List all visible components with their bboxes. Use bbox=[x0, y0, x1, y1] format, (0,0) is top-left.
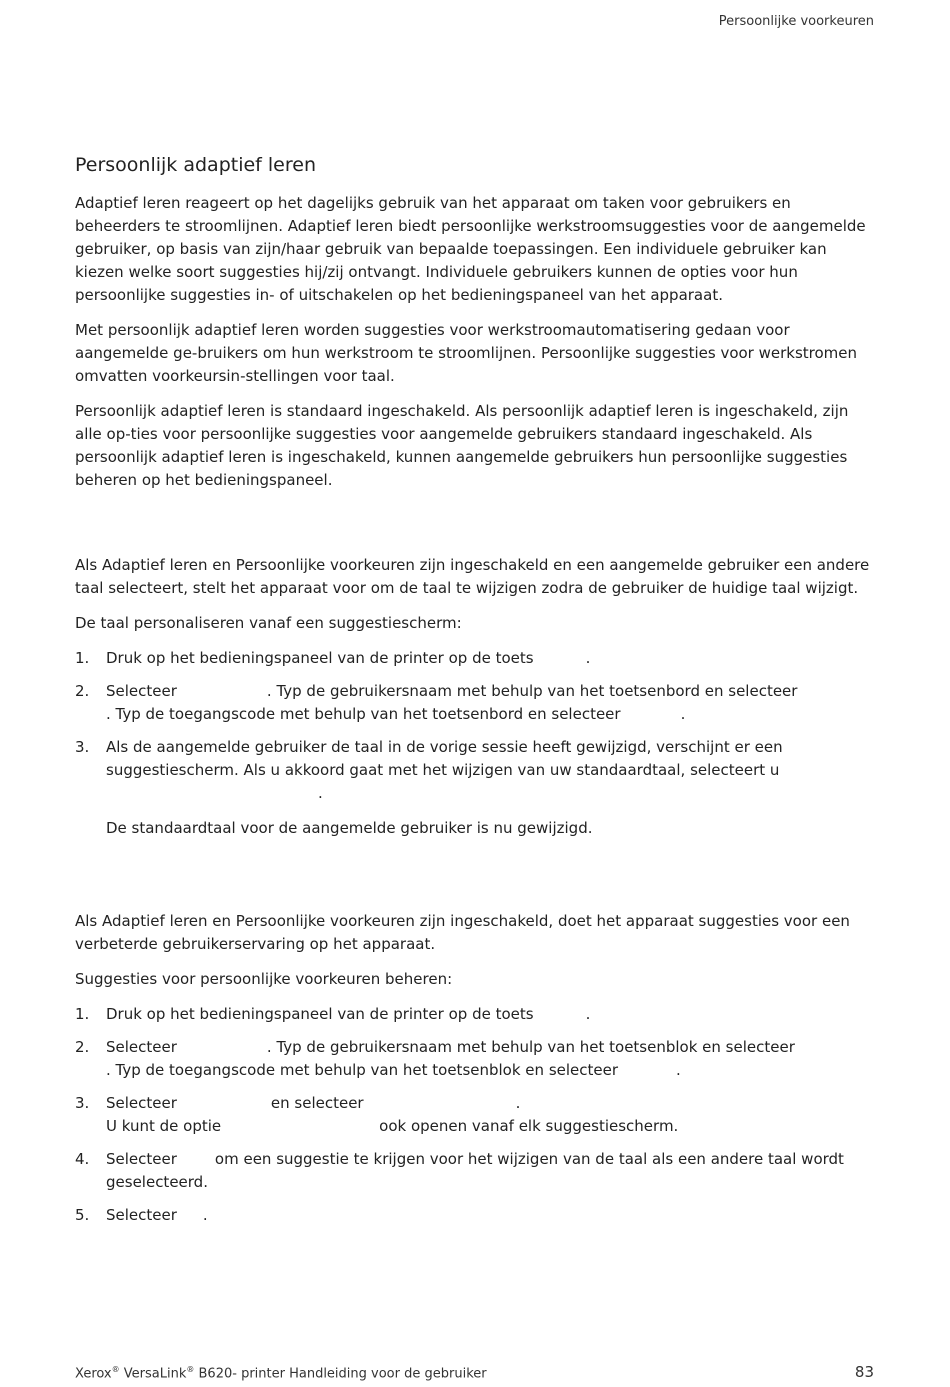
running-header: Persoonlijke voorkeuren bbox=[718, 14, 874, 29]
paragraph: Als Adaptief leren en Persoonlijke voorkeuren zijn ingeschakeld en een aangemelde gebruiker een andere taal selecteert, stelt het apparaat voor om de taal te wijzigen zodra de gebruiker de huidige taal wijzigt. bbox=[75, 556, 870, 597]
step-result: De standaardtaal voor de aangemelde gebruiker is nu gewijzigd. bbox=[106, 819, 593, 837]
procedure-lead: De taal personaliseren vanaf een suggestiescherm: bbox=[75, 614, 462, 632]
procedure-list bbox=[75, 647, 875, 805]
section-title: Persoonlijk adaptief leren bbox=[75, 154, 316, 176]
paragraph: Met persoonlijk adaptief leren worden suggesties voor werkstroomautomatisering gedaan voor aangemelde ge-bruikers om hun werkstroom te stroomlijnen. Persoonlijke suggesties voor werkstromen omvatten voorkeursin-stellingen voor taal. bbox=[75, 321, 858, 385]
list-item: 3. Als de aangemelde gebruiker de taal in de vorige sessie heeft gewijzigd, verschijnt er een suggestiescherm. Als u akkoord gaat met het wijzigen van uw standaardtaal, selecteert u. bbox=[75, 738, 783, 802]
list-item: 1. Druk op het bedieningspaneel van de printer op de toets . bbox=[75, 1005, 591, 1023]
procedure-list bbox=[75, 1003, 875, 1227]
list-item: 4. Selecteer om een suggestie te krijgen voor het wijzigen van de taal als een andere taal wordt geselecteerd. bbox=[75, 1150, 844, 1191]
procedure-lead: Suggesties voor persoonlijke voorkeuren beheren: bbox=[75, 970, 453, 988]
list-item: 2. Selecteer . Typ de gebruikersnaam met behulp van het toetsenbord en selecteer. Typ de toegangscode met behulp van het toetsenbord en selecteer . bbox=[75, 682, 798, 723]
list-item: 1. Druk op het bedieningspaneel van de printer op de toets . bbox=[75, 649, 591, 667]
paragraph: Als Adaptief leren en Persoonlijke voorkeuren zijn ingeschakeld, doet het apparaat suggesties voor een verbeterde gebruikerservaring op het apparaat. bbox=[75, 912, 850, 953]
list-item: 2. Selecteer . Typ de gebruikersnaam met behulp van het toetsenblok en selecteer. Typ de toegangscode met behulp van het toetsenblok en selecteer . bbox=[75, 1038, 795, 1079]
page-number: 83 bbox=[854, 1363, 874, 1381]
paragraph: Persoonlijk adaptief leren is standaard ingeschakeld. Als persoonlijk adaptief leren is ingeschakeld, zijn alle op-ties voor persoonlijke suggesties voor aangemelde gebruikers standaard ingeschakeld. Als persoonlijk adaptief leren is ingeschakeld, kunnen aangemelde gebruikers hun persoonlijke suggesties beheren op het bedieningspaneel. bbox=[75, 402, 849, 489]
list-item: 5. Selecteer . bbox=[75, 1206, 208, 1224]
page-content bbox=[75, 152, 875, 1239]
paragraph: Adaptief leren reageert op het dagelijks gebruik van het apparaat om taken voor gebruikers en beheerders te stroomlijnen. Adaptief leren biedt persoonlijke werkstroomsuggesties voor de aangemelde gebruiker, op basis van zijn/haar gebruik van bepaalde toepassingen. Een individuele gebruiker kan kiezen welke soort suggesties hij/zij ontvangt. Individuele gebruikers kunnen de opties voor hun persoonlijke suggesties in- of uitschakelen op het bedieningspaneel van het apparaat. bbox=[75, 194, 866, 304]
list-item: 3. Selecteer en selecteer . U kunt de optie ook openen vanaf elk suggestiescherm. bbox=[75, 1094, 679, 1135]
footer-title: Xerox® VersaLink® B620- printer Handleiding voor de gebruiker bbox=[75, 1365, 487, 1382]
